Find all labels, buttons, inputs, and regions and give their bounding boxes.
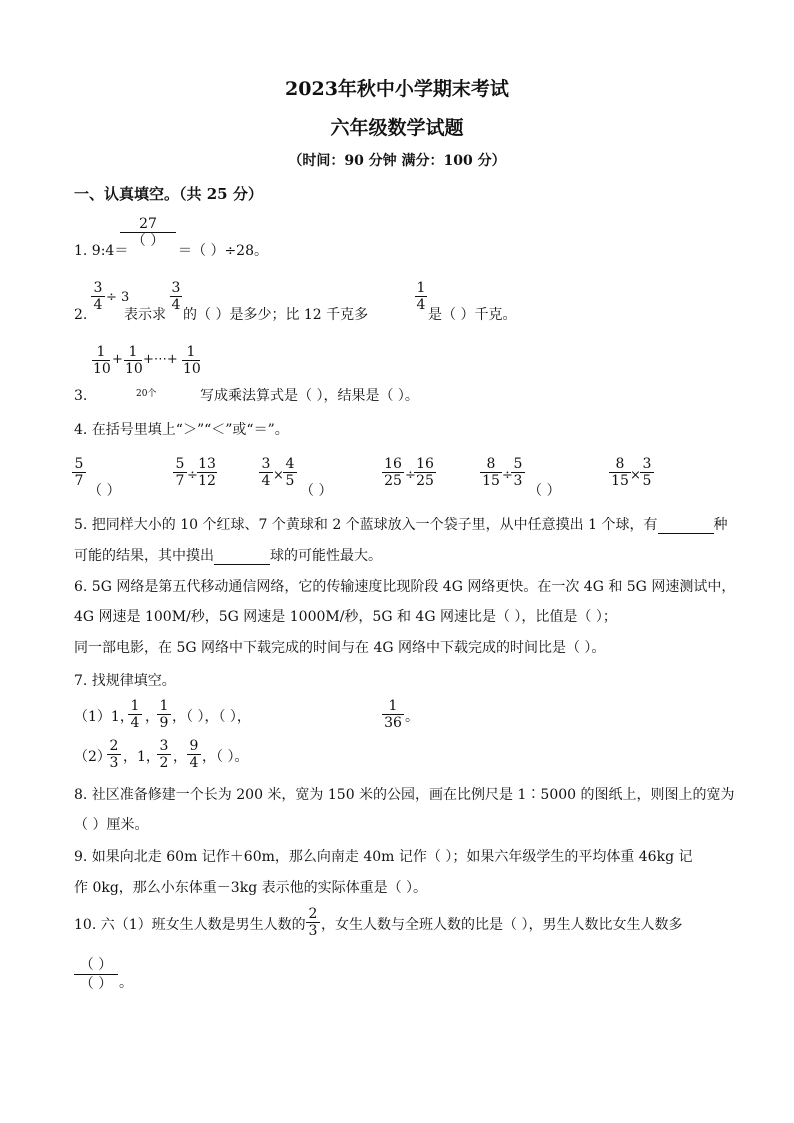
q2-text1: 表示求	[124, 307, 166, 323]
q7-p1-frac-3-num: 1	[388, 698, 398, 714]
q2-fraction3	[415, 280, 427, 313]
q1-numerator: 27	[139, 216, 157, 232]
q3-term-1-num: 1	[96, 344, 106, 360]
q4-item-6-a	[609, 456, 631, 489]
q7-p2-comma: ，	[173, 749, 187, 765]
q4-item-5-a	[480, 456, 502, 489]
q7-p2-frac-2	[157, 738, 171, 771]
q7-p1-frac-2-den: 9	[157, 714, 171, 731]
q4-item-4-a-num: 16	[384, 456, 402, 472]
q5-line1-end: 种	[713, 517, 728, 533]
q1-label: 1. 9:4＝	[74, 243, 129, 259]
q3-count-label: 20个	[136, 389, 157, 399]
q2-frac2-den: 4	[171, 297, 181, 313]
q6-line2: 4G 网速是 100M/秒，5G 网速是 1000M/秒，5G 和 4G 网速比是（ ），比值是（ ）；	[74, 609, 617, 625]
q2-expr-op: ÷ 3	[106, 290, 130, 305]
q4-item-3-a-den: 4	[259, 472, 273, 489]
q4-item-2-a-den: 7	[173, 472, 187, 489]
q5-line2-text-b: 球的可能性最大。	[270, 548, 382, 564]
q7-p2-prefix: （2）	[74, 749, 111, 765]
q9-line1: 9. 如果向北走 60m 记作＋60m，那么向南走 40m 记作（ ）；如果六年级学生的平均体重 46kg 记	[74, 849, 693, 865]
q6-line3: 同一部电影，在 5G 网络中下载完成的时间与在 4G 网络中下载完成的时间比是（ ）。	[74, 640, 606, 656]
q4-item-3-b-den: 5	[283, 472, 297, 489]
q3-term-3	[182, 344, 200, 377]
q7-p1-mid: ，（ ），（ ），	[172, 709, 251, 725]
q9-line2: 作 0kg，那么小东体重－3kg 表示他的实际体重是（ ）。	[74, 880, 428, 896]
q7-p1-prefix: （1）1，	[74, 709, 134, 725]
q1-denominator: （ ）	[120, 232, 176, 249]
q7-p1-frac-1-num: 1	[130, 698, 140, 714]
q3-term-1	[92, 344, 110, 377]
q10-answer-den[interactable]: （ ）	[74, 974, 118, 993]
q7-p1-frac-2	[157, 698, 171, 731]
q3-term-3-den: 10	[183, 361, 201, 377]
q7-p2-mid1: ，1，	[123, 749, 160, 765]
q8-line1: 8. 社区准备修建一个长为 200 米，宽为 150 米的公园，画在比例尺是 1∶5000 的图纸上，则图上的宽为	[74, 787, 735, 803]
q4-item-5-a-num: 8	[486, 456, 496, 472]
q4-item-6-op: ×	[630, 468, 641, 483]
q7-p2-frac-2-den: 2	[157, 754, 171, 771]
q4-item-5-b	[511, 456, 525, 489]
q7-p1-frac-3-den: 36	[382, 714, 404, 731]
q7-p1-frac-2-num: 1	[159, 698, 169, 714]
q4-item-2-b-num: 13	[198, 456, 216, 472]
q4-item-4-op: ÷	[405, 468, 416, 483]
q4-item-3-b	[283, 456, 297, 489]
q4-item-3-b-num: 4	[285, 456, 295, 472]
q7-p2-frac-3	[187, 738, 201, 771]
q3-label: 3.	[74, 388, 88, 404]
q3-dots: +⋯+	[143, 352, 178, 367]
q4-instruction: 4. 在括号里填上“＞”“＜”或“＝”。	[74, 422, 289, 438]
q7-p2-frac-2-num: 3	[159, 738, 169, 754]
q5-line2	[74, 547, 382, 565]
q4-item-2-b-den: 12	[198, 473, 216, 489]
q4-item-4-a	[382, 456, 404, 489]
q5-blank-1[interactable]	[658, 519, 714, 534]
q7-p1-frac-1	[128, 698, 142, 731]
q10-fraction	[306, 906, 320, 939]
q4-item-2-a-num: 5	[175, 456, 185, 472]
q4-item-3-op: ×	[273, 468, 284, 483]
q4-item-5-b-num: 5	[513, 456, 523, 472]
q4-item-6-a-den: 15	[609, 472, 631, 489]
exam-title: 2023年秋中小学期末考试	[285, 78, 509, 100]
q4-item-6-a-num: 8	[615, 456, 625, 472]
q4-item-4-b-den: 25	[414, 472, 436, 489]
q7-p2-frac-1	[107, 738, 121, 771]
q4-item-6-b-num: 3	[642, 456, 652, 472]
q4-blank-1[interactable]: （ ）	[88, 483, 121, 499]
q4-item-3-a	[259, 456, 273, 489]
q4-item-2-a	[173, 456, 187, 489]
q4-blank-2[interactable]: （ ）	[300, 483, 333, 499]
exam-subtitle: 六年级数学试题	[330, 117, 464, 139]
q10-end: 。	[119, 975, 133, 991]
q3-term-2-den: 10	[125, 361, 143, 377]
q4-item-2-op: ÷	[187, 468, 198, 483]
q2-text2: 的（ ）是多少；比 12 千克多	[183, 307, 369, 323]
q10-frac-num: 2	[308, 906, 318, 922]
q4-blank-3[interactable]: （ ）	[528, 483, 561, 499]
q10-answer-num[interactable]: （ ）	[79, 957, 113, 973]
q7-p1-end: 。	[405, 709, 419, 725]
q3-term-2-num: 1	[128, 344, 138, 360]
q6-line1: 6. 5G 网络是第五代移动通信网络，它的传输速度比现阶段 4G 网络更快。在一次 4G 和 5G 网速测试中，	[74, 579, 736, 595]
q3-plus: +	[112, 352, 123, 367]
q4-item-4-b	[414, 456, 436, 489]
q1-fraction	[120, 216, 176, 249]
q4-item-2-b	[197, 456, 217, 489]
q10-answer-fraction[interactable]	[74, 956, 118, 993]
q3-text: 写成乘法算式是（ ），结果是（ ）。	[200, 388, 419, 404]
q4-item-4-b-num: 16	[416, 456, 434, 472]
q3-term-2	[124, 344, 142, 377]
q7-p2-frac-3-num: 9	[189, 738, 199, 754]
q4-item-6-b	[640, 456, 654, 489]
q10-text2: ，女生人数与全班人数的比是（ ），男生人数比女生人数多	[321, 917, 683, 933]
q7-p1-comma: ，	[145, 709, 159, 725]
q4-item-4-a-den: 25	[382, 472, 404, 489]
q4-item-1-a-den: 7	[72, 472, 86, 489]
q1-rest: ＝（ ）÷28。	[178, 243, 268, 259]
q10-text1: 10. 六（1）班女生人数是男生人数的	[74, 917, 306, 933]
q7-instruction: 7. 找规律填空。	[74, 673, 176, 689]
q2-text3: 是（ ）千克。	[428, 307, 517, 323]
q4-item-5-b-den: 3	[511, 472, 525, 489]
q2-label: 2.	[74, 307, 88, 323]
q3-term-3-num: 1	[186, 344, 196, 360]
q7-p2-frac-1-den: 3	[107, 754, 121, 771]
q5-line1	[74, 516, 728, 534]
q3-term-1-den: 10	[93, 361, 111, 377]
exam-info: （时间：90 分钟 满分：100 分）	[288, 153, 506, 169]
q7-p1-frac-3	[382, 698, 404, 731]
q2-expr-num: 3	[93, 280, 103, 296]
q4-item-1-a	[72, 456, 86, 489]
q2-frac2-num: 3	[171, 280, 181, 296]
q2-frac3-den: 4	[416, 297, 426, 313]
q5-blank-2[interactable]	[214, 550, 270, 565]
q4-item-5-op: ÷	[502, 468, 513, 483]
q4-item-1-a-num: 5	[74, 456, 84, 472]
q8-line2: （ ）厘米。	[74, 817, 149, 833]
q7-p2-frac-3-den: 4	[187, 754, 201, 771]
section-heading: 一、认真填空。（共 25 分）	[74, 185, 263, 203]
q10-frac-den: 3	[306, 922, 320, 939]
q4-item-3-a-num: 3	[261, 456, 271, 472]
q2-expr-den: 4	[91, 296, 105, 313]
q7-p1-frac-1-den: 4	[128, 714, 142, 731]
q2-expr-fraction	[91, 280, 105, 313]
q2-frac3-num: 1	[416, 280, 426, 296]
q5-line2-text-a: 可能的结果，其中摸出	[74, 548, 214, 564]
q5-line1-text: 5. 把同样大小的 10 个红球、7 个黄球和 2 个蓝球放入一个袋子里，从中任意摸出 1 个球，有	[74, 517, 658, 533]
q4-item-6-b-den: 5	[640, 472, 654, 489]
q4-item-5-a-den: 15	[480, 472, 502, 489]
q7-p2-end: ，（ ）。	[202, 749, 249, 765]
q7-p2-frac-1-num: 2	[109, 738, 119, 754]
q2-fraction2	[170, 280, 182, 313]
